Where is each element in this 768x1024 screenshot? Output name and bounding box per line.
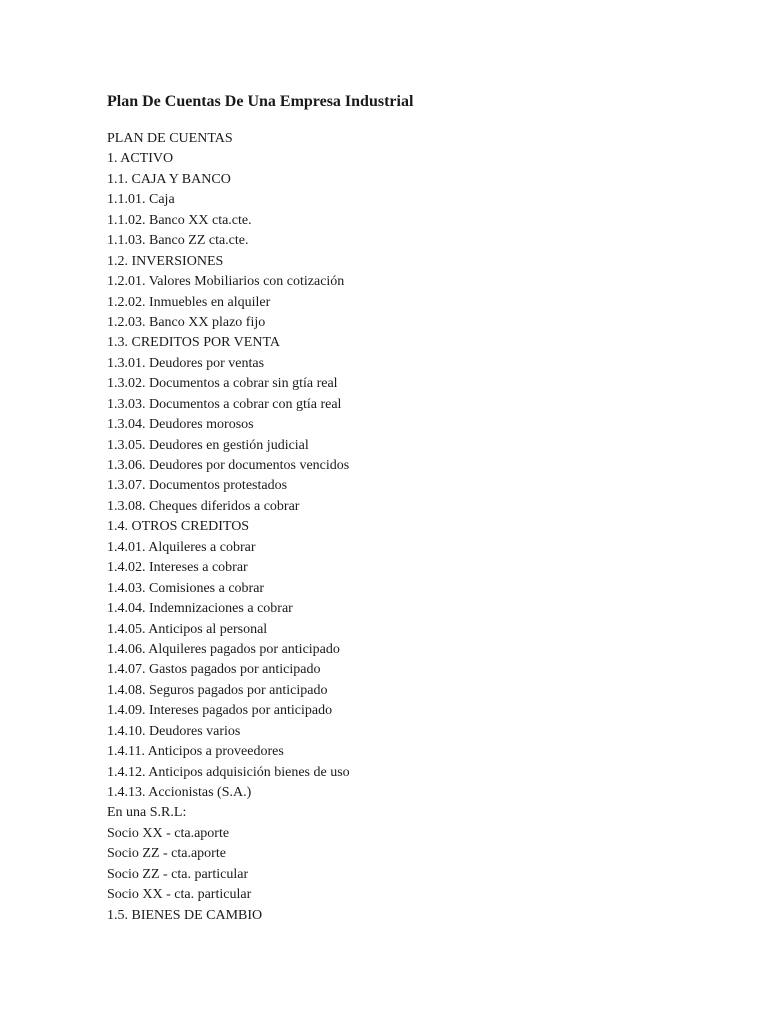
account-line: 1.3.01. Deudores por ventas — [107, 355, 265, 371]
account-line: Socio XX - cta. particular — [107, 887, 252, 903]
account-line: 1.2.02. Inmuebles en alquiler — [107, 294, 271, 310]
account-line: 1.3.08. Cheques diferidos a cobrar — [107, 498, 300, 514]
document-title: Plan De Cuentas De Una Empresa Industrial — [107, 93, 414, 110]
account-line: 1.4.13. Accionistas (S.A.) — [107, 785, 252, 800]
account-line: 1.3. CREDITOS POR VENTA — [107, 335, 280, 351]
account-line: 1.3.03. Documentos a cobrar con gtía real — [107, 396, 342, 412]
account-line: 1.4.11. Anticipos a proveedores — [107, 744, 284, 760]
account-line: 1.4.09. Intereses pagados por anticipado — [107, 703, 333, 719]
account-line: 1.2.01. Valores Mobiliarios con cotización — [107, 274, 345, 290]
account-line: 1.4.06. Alquileres pagados por anticipado — [107, 641, 340, 657]
account-line: Socio ZZ - cta. particular — [107, 866, 249, 882]
account-line: 1.3.04. Deudores morosos — [107, 417, 254, 433]
account-line: 1.1.02. Banco XX cta.cte. — [107, 212, 252, 228]
account-line: 1.4. OTROS CREDITOS — [107, 519, 250, 535]
account-line: 1.4.07. Gastos pagados por anticipado — [107, 662, 321, 678]
account-line: Socio XX - cta.aporte — [107, 825, 230, 841]
account-line: 1.4.10. Deudores varios — [107, 723, 241, 739]
account-line: 1.3.05. Deudores en gestión judicial — [107, 437, 309, 453]
account-line: 1.1. CAJA Y BANCO — [107, 171, 231, 187]
account-line: 1.4.02. Intereses a cobrar — [107, 560, 248, 576]
account-line: 1.4.01. Alquileres a cobrar — [107, 539, 256, 555]
account-line: 1.4.08. Seguros pagados por anticipado — [107, 682, 328, 698]
account-line: 1.2.03. Banco XX plazo fijo — [107, 314, 266, 330]
account-line: 1.4.12. Anticipos adquisición bienes de uso — [107, 764, 350, 780]
account-line: 1.4.03. Comisiones a cobrar — [107, 580, 265, 596]
account-line: 1.3.06. Deudores por documentos vencidos — [107, 458, 350, 473]
account-line: 1.1.01. Caja — [107, 192, 175, 208]
account-line: 1.4.04. Indemnizaciones a cobrar — [107, 601, 293, 617]
account-line: 1.3.07. Documentos protestados — [107, 478, 288, 494]
account-line: PLAN DE CUENTAS — [107, 131, 233, 146]
account-line: 1.5. BIENES DE CAMBIO — [107, 907, 263, 923]
account-line: 1.3.02. Documentos a cobrar sin gtía real — [107, 376, 338, 392]
account-list — [107, 129, 727, 926]
account-line: 1. ACTIVO — [107, 151, 174, 167]
account-line: En una S.R.L: — [107, 805, 187, 821]
account-line: Socio ZZ - cta.aporte — [107, 846, 226, 862]
account-line: 1.1.03. Banco ZZ cta.cte. — [107, 233, 249, 249]
account-line: 1.4.05. Anticipos al personal — [107, 621, 268, 637]
document-page — [107, 92, 727, 926]
account-line: 1.2. INVERSIONES — [107, 253, 224, 269]
